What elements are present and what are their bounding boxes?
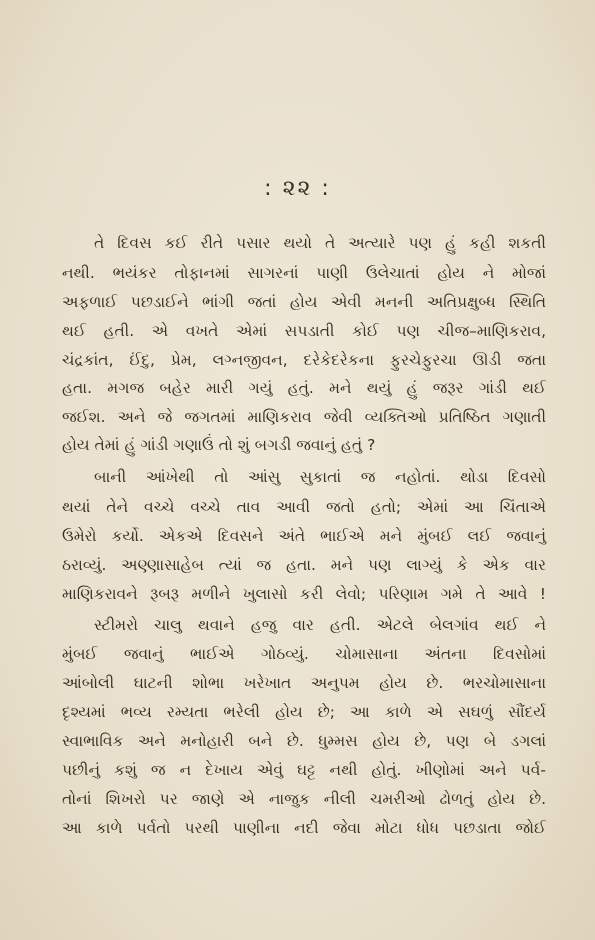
text-line: મુંબઈ જવાનું ભાઈએ ગોઠવ્યું. ચોમાસાના અંતના દિવસોમાં [62, 645, 546, 663]
text-line: માણિકરાવને રૂબરૂ મળીને ખુલાસો કરી લેવો; પરિણામ ગમે તે આવે ! [62, 585, 546, 603]
text-line: જઈશ. અને જે જગતમાં માણિકરાવ જેવી વ્યક્તિઓ પ્રતિષ્ઠિત ગણાતી [62, 408, 546, 426]
text-line: સ્ટીમરો ચાલુ થવાને હજુ વાર હતી. એટલે બેલગાંવ થઈ ને [94, 616, 546, 634]
text-line: હતા. મગજ બહેર મારી ગયું હતું. મને થયું હું જરૂર ગાંડી થઈ [62, 379, 546, 397]
text-line: આ કાળે પર્વતો પરથી પાણીના નદી જેવા મોટા ધોધ પછડાતા જોઈ [62, 819, 546, 837]
text-line: નથી. ભયંકર તોફાનમાં સાગરનાં પાણી ઉલેચાતાં હોય ને મોજાં [62, 264, 546, 282]
text-line: ચંદ્રકાંત, ઈંદુ, પ્રેમ, લગ્નજીવન, દરેકેદરેકના ફુરચેફુરચા ઊડી જતા [62, 351, 546, 369]
text-line: સ્વાભાવિક અને મનોહારી બને છે. ધુમ્મસ હોય છે, પણ બે ડગલાં [62, 732, 546, 750]
text-line: બાની આંખેથી તો આંસુ સુકાતાં જ નહોતાં. થોડા દિવસો [94, 468, 546, 486]
text-line: અફળાઈ પછડાઈને ભાંગી જતાં હોય એવી મનની અતિપ્રક્ષુબ્ધ સ્થિતિ [62, 293, 546, 311]
text-line: પછીનું કશું જ ન દેખાય એવું ઘટ્ટ નથી હોતું. ખીણોમાં અને પર્વ- [62, 761, 546, 779]
text-line: ઠરાવ્યું. અણ્ણાસાહેબ ત્યાં જ હતા. મને પણ લાગ્યું કે એક વાર [62, 556, 546, 574]
text-line: તોનાં શિખરો પર જાણે એ નાજુક નીલી ચમરીઓ ઢોળતું હોય છે. [62, 790, 546, 808]
text-line: તે દિવસ કઈ રીતે પસાર થયો તે અત્યારે પણ હું કહી શકતી [94, 234, 546, 252]
text-line: ઉમેરો કર્યો. એકએ દિવસને અંતે ભાઈએ મને મુંબઈ લઈ જવાનું [62, 527, 546, 545]
text-line: હોય તેમાં હું ગાંડી ગણાઉં તો શું બગડી જવાનું હતું ? [62, 436, 376, 454]
chapter-heading: : ૨૨ : [264, 176, 331, 201]
text-line: દૃશ્યમાં ભવ્ય રમ્યતા ભરેલી હોય છે; આ કાળે એ સઘળું સૌંદર્ય [62, 703, 546, 721]
text-line: થયાં તેને વચ્ચે વચ્ચે તાવ આવી જતો હતો; એમાં આ ચિંતાએ [62, 498, 546, 516]
text-line: થઈ હતી. એ વખતે એમાં સપડાતી કોઈ પણ ચીજ–માણિકરાવ, [62, 322, 546, 340]
text-line: આંબોલી ઘાટની શોભા ખરેખાત અનુપમ હોય છે. ભરચોમાસાના [62, 674, 546, 692]
